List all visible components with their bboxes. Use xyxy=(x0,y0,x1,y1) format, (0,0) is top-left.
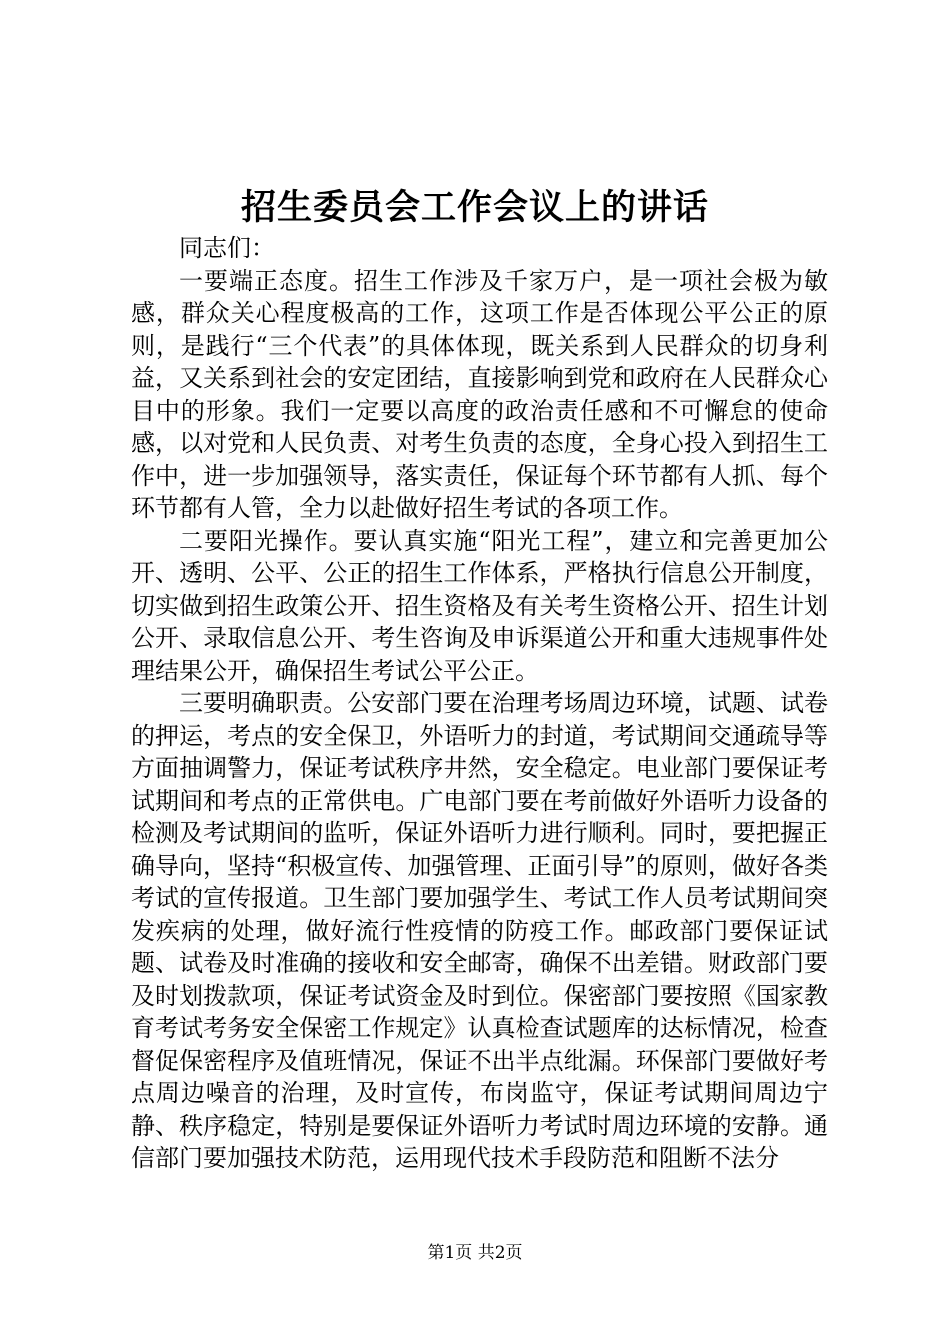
salutation: 同志们： xyxy=(179,234,275,262)
document-body xyxy=(131,232,828,1175)
paragraph-3: 三要明确职责。公安部门要在治理考场周边环境，试题、试卷的押运，考点的安全保卫，外语听力的封道，考试期间交通疏导等方面抽调警力，保证考试秩序井然，安全稳定。电业部门要保证考试期间和考点的正常供电。广电部门要在考前做好外语听力设备的检测及考试期间的监听，保证外语听力进行顺利。同时，要把握正确导向，坚持“积极宣传、加强管理、正面引导”的原则，做好各类考试的宣传报道。卫生部门要加强学生、考试工作人员考试期间突发疾病的处理，做好流行性疫情的防疫工作。邮政部门要保证试题、试卷及时准确的接收和安全邮寄，确保不出差错。财政部门要及时划拨款项，保证考试资金及时到位。保密部门要按照《国家教育考试考务安全保密工作规定》认真检查试题库的达标情况，检查督促保密程序及值班情况，保证不出半点纰漏。环保部门要做好考点周边噪音的治理，及时宣传，布岗监守，保证考试期间周边宁静、秩序稳定，特别是要保证外语听力考试时周边环境的安静。通信部门要加强技术防范，运用现代技术手段防范和阻断不法分 xyxy=(131,689,828,1172)
page-number: 第1页 共2页 xyxy=(427,1243,523,1263)
paragraph-2: 二要阳光操作。要认真实施“阳光工程”，建立和完善更加公开、透明、公平、公正的招生工作体系，严格执行信息公开制度，切实做到招生政策公开、招生资格及有关考生资格公开、招生计划公开、录取信息公开、考生咨询及申诉渠道公开和重大违规事件处理结果公开，确保招生考试公平公正。 xyxy=(131,526,828,685)
paragraph-1: 一要端正态度。招生工作涉及千家万户，是一项社会极为敏感，群众关心程度极高的工作，这项工作是否体现公平公正的原则，是践行“三个代表”的具体体现，既关系到人民群众的切身利益，又关系到社会的安定团结，直接影响到党和政府在人民群众心目中的形象。我们一定要以高度的政治责任感和不可懈怠的使命感，以对党和人民负责、对考生负责的态度，全身心投入到招生工作中，进一步加强领导，落实责任，保证每个环节都有人抓、每个环节都有人管，全力以赴做好招生考试的各项工作。 xyxy=(131,266,828,522)
document-title: 招生委员会工作会议上的讲话 xyxy=(240,187,709,228)
